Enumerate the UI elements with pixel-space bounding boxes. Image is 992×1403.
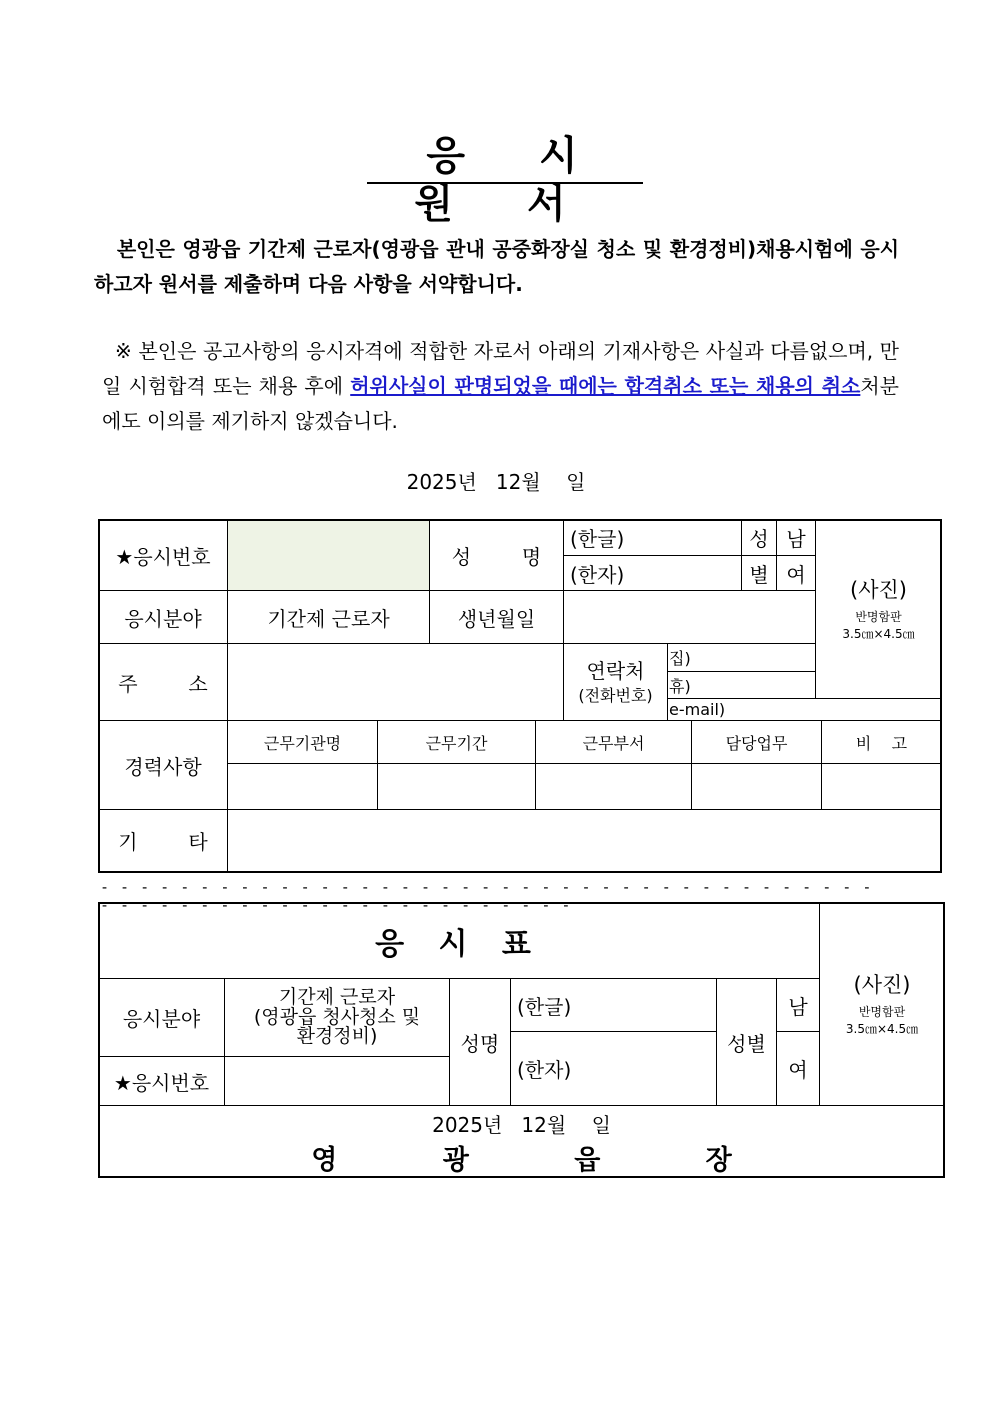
ticket-title: 응 시 표 [375,926,543,962]
name-hanja-field[interactable]: (한자) [570,562,625,587]
pledge-text: 본인은 영광읍 기간제 근로자(영광읍 관내 공중화장실 청소 및 환경정비)채용시험에 응시하고자 원서를 제출하며 다음 사항을 서약합니다. [94,237,900,296]
date-text: 2025년 12월 일 [406,470,586,494]
notice-before: ※ 본인은 공고사항의 응시자격에 적합한 자로서 아래의 기재사항은 사실과 다름없으며, 만일 시험합격 또는 채용 후에 [102,339,900,398]
gender-male-option[interactable]: 남 [786,527,806,551]
ticket-field-value-line1: 기간제 근로자 [278,985,396,1008]
exam-number-label: ★응시번호 [115,544,211,569]
career-dept-input[interactable] [536,764,691,809]
application-date [0,466,992,495]
ticket-photo-size-dimensions: 3.5㎝×4.5㎝ [845,1021,919,1036]
address-input[interactable] [228,644,563,720]
career-col-remarks: 비 고 [855,733,908,753]
career-col-dept: 근무부서 [582,733,645,753]
career-col-org: 근무기관명 [263,733,342,753]
career-label: 경력사항 [124,754,202,779]
career-col-duty: 담당업무 [725,733,788,753]
pledge-statement [94,232,899,302]
birth-date-input[interactable] [564,591,815,643]
notice-after: 처분에도 이의를 제기하지 않겠습니다. [102,374,899,433]
photo-label: (사진) [850,577,907,602]
name-hangul-field[interactable]: (한글) [570,527,625,551]
ticket-name-hanja-field[interactable]: (한자) [517,1058,572,1082]
ticket-photo-size-type: 반명함판 [858,1004,906,1019]
birth-date-label: 생년월일 [457,606,536,631]
contact-sublabel: (전화번호) [578,685,653,705]
ticket-gender-female-option[interactable]: 여 [788,1058,808,1082]
career-duty-input[interactable] [692,764,821,809]
ticket-field-value-line3: 환경정비) [296,1025,378,1048]
address-label: 주 소 [118,671,208,696]
ticket-date: 2025년 12월 일 [432,1112,611,1137]
ticket-field-value-line2: (영광읍 청사청소 및 [253,1005,421,1028]
photo-size-dimensions: 3.5㎝×4.5㎝ [842,626,915,641]
career-remarks-input[interactable] [822,764,941,809]
ticket-name-label: 성명 [460,1031,500,1056]
ticket-gender-male-option[interactable]: 남 [788,994,808,1019]
notice-statement [102,334,899,439]
other-input[interactable] [228,810,941,871]
ticket-field-label: 응시분야 [122,1007,201,1031]
ticket-photo-label: (사진) [853,972,911,997]
career-period-input[interactable] [378,764,535,809]
contact-label: 연락처 [586,658,645,683]
home-phone-field[interactable]: 집) [669,649,691,668]
career-org-input[interactable] [228,764,377,809]
gender-female-option[interactable]: 여 [786,562,806,587]
ticket-exam-number-label: ★응시번호 [113,1070,210,1095]
ticket-issuer: 영 광 읍 장 [311,1144,780,1176]
photo-size-type: 반명함판 [855,609,902,624]
career-col-period: 근무기간 [425,733,488,753]
name-label: 성 명 [451,544,542,569]
notice-emphasis: 허위사실이 판명되었을 때에는 합격취소 또는 채용의 취소 [350,374,861,398]
page-title: 응 시 원 서 [367,132,643,184]
ticket-field-value [225,979,449,1056]
ticket-name-hangul-field[interactable]: (한글) [517,994,572,1019]
field-label: 응시분야 [124,606,202,631]
photo-box[interactable] [816,520,941,698]
gender-label-bottom: 별 [749,562,769,587]
field-value: 기간제 근로자 [267,606,390,631]
email-field[interactable]: e-mail) [669,700,726,719]
gender-label-top: 성 [749,527,769,551]
ticket-exam-number-input[interactable] [225,1057,449,1105]
other-label: 기 타 [118,830,208,854]
ticket-photo-box[interactable] [820,903,944,1105]
ticket-gender-label: 성별 [727,1031,766,1056]
mobile-phone-field[interactable]: 휴) [669,676,691,696]
contact-label-cell [564,644,667,720]
cut-line: - - - - - - - - - - - - - - - - - - - - - - - - - - - - - - - - - - - - - - - - - - - - - - - - - - - - - - - - - - - - - - - [100,878,873,914]
